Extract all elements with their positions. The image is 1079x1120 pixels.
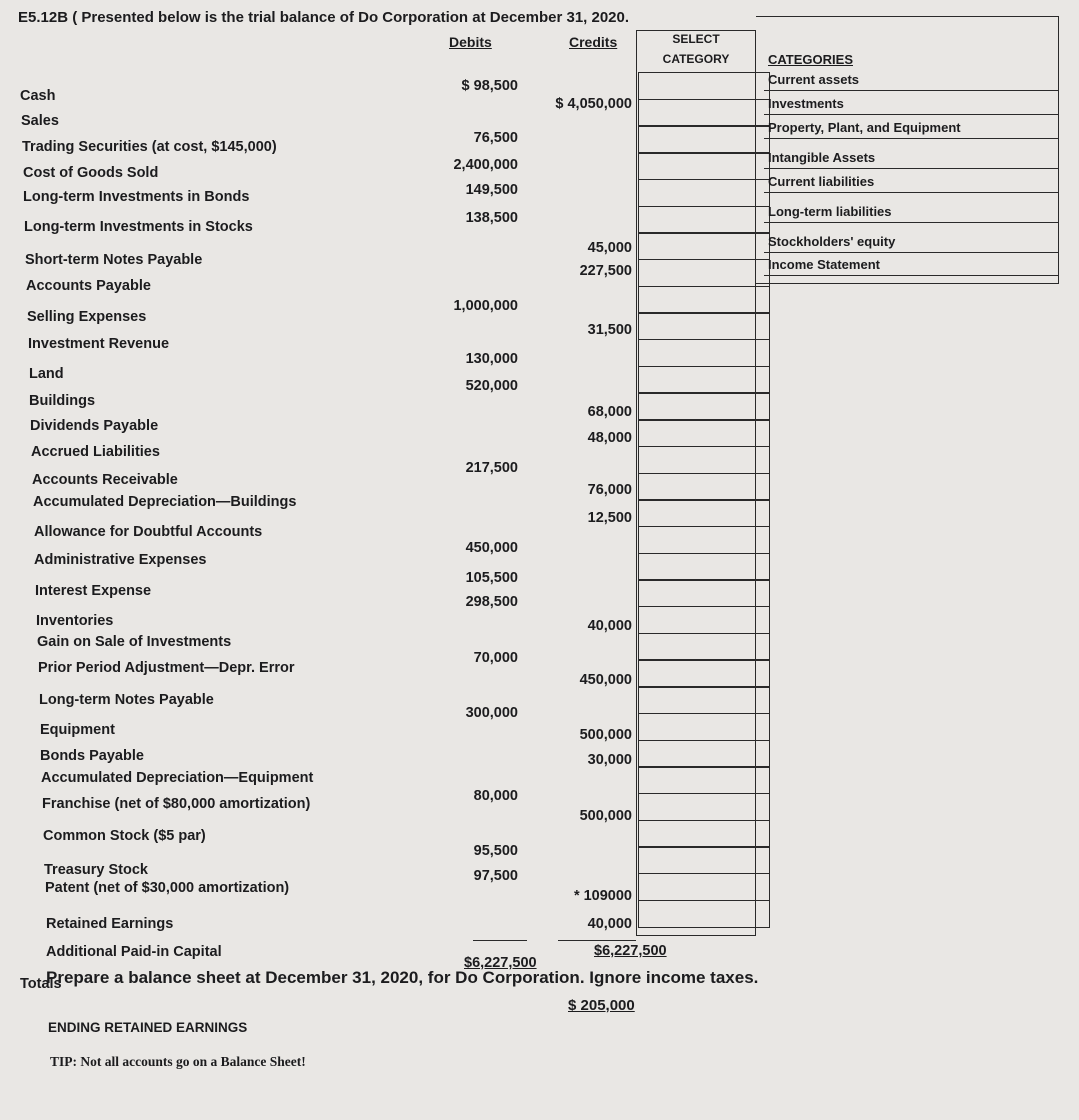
- credit-amount: 227,500: [579, 263, 632, 279]
- category-select-cell[interactable]: [638, 606, 770, 634]
- account-label: Accumulated Depreciation—Equipment: [41, 770, 314, 786]
- category-select-cell[interactable]: [638, 446, 770, 474]
- debit-amount: 2,400,000: [453, 157, 518, 173]
- account-label: Cash: [20, 88, 56, 104]
- category-select-cell[interactable]: [638, 232, 770, 260]
- credit-amount: 76,000: [587, 482, 632, 498]
- category-select-cell[interactable]: [638, 793, 770, 821]
- category-select-cell[interactable]: [638, 392, 770, 420]
- category-option: Property, Plant, and Equipment: [768, 120, 961, 135]
- account-label: Cost of Goods Sold: [23, 165, 159, 181]
- credit-amount: 45,000: [587, 240, 632, 256]
- category-select-cell[interactable]: [638, 686, 770, 714]
- account-label: Sales: [21, 113, 59, 129]
- account-label: Equipment: [40, 722, 115, 738]
- account-label: Treasury Stock: [44, 862, 148, 878]
- category-divider: [764, 222, 1059, 223]
- debit-amount: 149,500: [465, 182, 518, 198]
- category-select-cell[interactable]: [638, 419, 770, 447]
- account-label: Accounts Payable: [26, 278, 151, 294]
- debit-amount: 1,000,000: [453, 298, 518, 314]
- account-label: Additional Paid-in Capital: [46, 944, 222, 960]
- account-label: Accrued Liabilities: [31, 444, 160, 460]
- debit-total: $6,227,500: [464, 955, 537, 971]
- debit-amount: 95,500: [473, 843, 518, 859]
- category-divider: [764, 168, 1059, 169]
- ending-re-value: $ 205,000: [568, 997, 635, 1014]
- account-label: Franchise (net of $80,000 amortization): [42, 796, 311, 812]
- account-label: Prior Period Adjustment—Depr. Error: [38, 660, 295, 676]
- credit-amount: * 109000: [573, 888, 632, 904]
- account-label: Inventories: [36, 613, 114, 629]
- category-select-cell[interactable]: [638, 72, 770, 100]
- debits-header: Debits: [449, 34, 492, 50]
- category-divider: [764, 192, 1059, 193]
- category-divider: [764, 138, 1059, 139]
- instruction-text: Prepare a balance sheet at December 31, 2020, for Do Corporation. Ignore income taxes.: [46, 968, 759, 987]
- category-select-cell[interactable]: [638, 499, 770, 527]
- categories-header: CATEGORIES: [768, 52, 853, 67]
- account-label: Bonds Payable: [40, 748, 144, 764]
- debit-amount: 298,500: [465, 594, 518, 610]
- debit-amount: 130,000: [465, 351, 518, 367]
- debit-amount: 80,000: [473, 788, 518, 804]
- select-header: SELECT: [672, 32, 720, 46]
- category-select-cell[interactable]: [638, 659, 770, 687]
- debit-amount: 70,000: [473, 650, 518, 666]
- credit-amount: 12,500: [587, 510, 632, 526]
- category-divider: [764, 114, 1059, 115]
- category-select-cell[interactable]: [638, 179, 770, 207]
- account-label: Buildings: [29, 393, 96, 409]
- account-label: Long-term Investments in Bonds: [23, 189, 250, 205]
- category-divider: [764, 90, 1059, 91]
- category-option: Intangible Assets: [768, 150, 876, 165]
- category-select-cell[interactable]: [638, 766, 770, 794]
- credit-amount: 500,000: [579, 808, 632, 824]
- debit-total-rule: [473, 940, 527, 941]
- category-divider: [764, 252, 1059, 253]
- category-select-cell[interactable]: [638, 259, 770, 287]
- credit-amount: 40,000: [587, 618, 632, 634]
- credit-amount: $ 4,050,000: [555, 96, 632, 112]
- ending-re-label: ENDING RETAINED EARNINGS: [48, 1020, 248, 1035]
- category-option: Current liabilities: [768, 174, 875, 189]
- totals-label: Totals: [20, 976, 62, 992]
- category-select-cell[interactable]: [638, 366, 770, 394]
- credit-amount: 31,500: [587, 322, 632, 338]
- credit-amount: 450,000: [579, 672, 632, 688]
- account-label: Long-term Investments in Stocks: [24, 219, 253, 235]
- credit-amount: 30,000: [587, 752, 632, 768]
- category-select-cell[interactable]: [638, 579, 770, 607]
- category-select-cell[interactable]: [638, 286, 770, 314]
- debit-amount: 97,500: [473, 868, 518, 884]
- debit-amount: 300,000: [465, 705, 518, 721]
- debit-amount: 450,000: [465, 540, 518, 556]
- category-option: Investments: [768, 96, 844, 111]
- exercise-title: E5.12B ( Presented below is the trial balance of Do Corporation at December 31, 2020.: [18, 9, 630, 26]
- account-label: Selling Expenses: [27, 309, 147, 325]
- account-label: Patent (net of $30,000 amortization): [45, 880, 290, 896]
- account-label: Dividends Payable: [30, 418, 159, 434]
- category-header: CATEGORY: [662, 52, 730, 66]
- account-label: Trading Securities (at cost, $145,000): [22, 139, 277, 155]
- category-option: Current assets: [768, 72, 860, 87]
- category-select-cell[interactable]: [638, 846, 770, 874]
- account-label: Administrative Expenses: [34, 552, 207, 568]
- category-option: Income Statement: [768, 257, 880, 272]
- category-select-cell[interactable]: [638, 99, 770, 127]
- account-label: Retained Earnings: [46, 916, 174, 932]
- category-option: Long-term liabilities: [768, 204, 892, 219]
- category-select-cell[interactable]: [638, 206, 770, 234]
- tip-text: TIP: Not all accounts go on a Balance Sheet!: [50, 1054, 306, 1069]
- debit-amount: 76,500: [473, 130, 518, 146]
- debit-amount: 138,500: [465, 210, 518, 226]
- category-select-cell[interactable]: [638, 553, 770, 581]
- category-option: Stockholders' equity: [768, 234, 896, 249]
- account-label: Accounts Receivable: [32, 472, 178, 488]
- category-select-cell[interactable]: [638, 713, 770, 741]
- category-select-cell[interactable]: [638, 740, 770, 768]
- account-label: Accumulated Depreciation—Buildings: [33, 494, 297, 510]
- credits-header: Credits: [569, 34, 618, 50]
- account-label: Interest Expense: [35, 583, 152, 599]
- account-label: Gain on Sale of Investments: [37, 634, 232, 650]
- debit-amount: 217,500: [465, 460, 518, 476]
- category-select-cell[interactable]: [638, 633, 770, 661]
- category-select-cell[interactable]: [638, 125, 770, 153]
- credit-amount: 500,000: [579, 727, 632, 743]
- debit-amount: 105,500: [465, 570, 518, 586]
- credit-amount: 68,000: [587, 404, 632, 420]
- account-label: Long-term Notes Payable: [39, 692, 214, 708]
- debit-amount: $ 98,500: [461, 78, 518, 94]
- account-label: Allowance for Doubtful Accounts: [34, 524, 263, 540]
- account-label: Short-term Notes Payable: [25, 252, 203, 268]
- account-label: Land: [29, 366, 64, 382]
- account-label: Common Stock ($5 par): [43, 828, 206, 844]
- account-label: Investment Revenue: [28, 336, 170, 352]
- credit-total: $6,227,500: [594, 943, 667, 959]
- category-select-cell[interactable]: [638, 339, 770, 367]
- category-select-cell[interactable]: [638, 820, 770, 848]
- credit-amount: 48,000: [587, 430, 632, 446]
- category-select-cell[interactable]: [638, 900, 770, 928]
- credit-total-rule: [558, 940, 636, 941]
- category-select-cell[interactable]: [638, 473, 770, 501]
- debit-amount: 520,000: [465, 378, 518, 394]
- credit-amount: 40,000: [587, 916, 632, 932]
- category-divider: [764, 275, 1059, 276]
- category-select-cell[interactable]: [638, 152, 770, 180]
- category-select-cell[interactable]: [638, 873, 770, 901]
- category-select-cell[interactable]: [638, 312, 770, 340]
- category-select-cell[interactable]: [638, 526, 770, 554]
